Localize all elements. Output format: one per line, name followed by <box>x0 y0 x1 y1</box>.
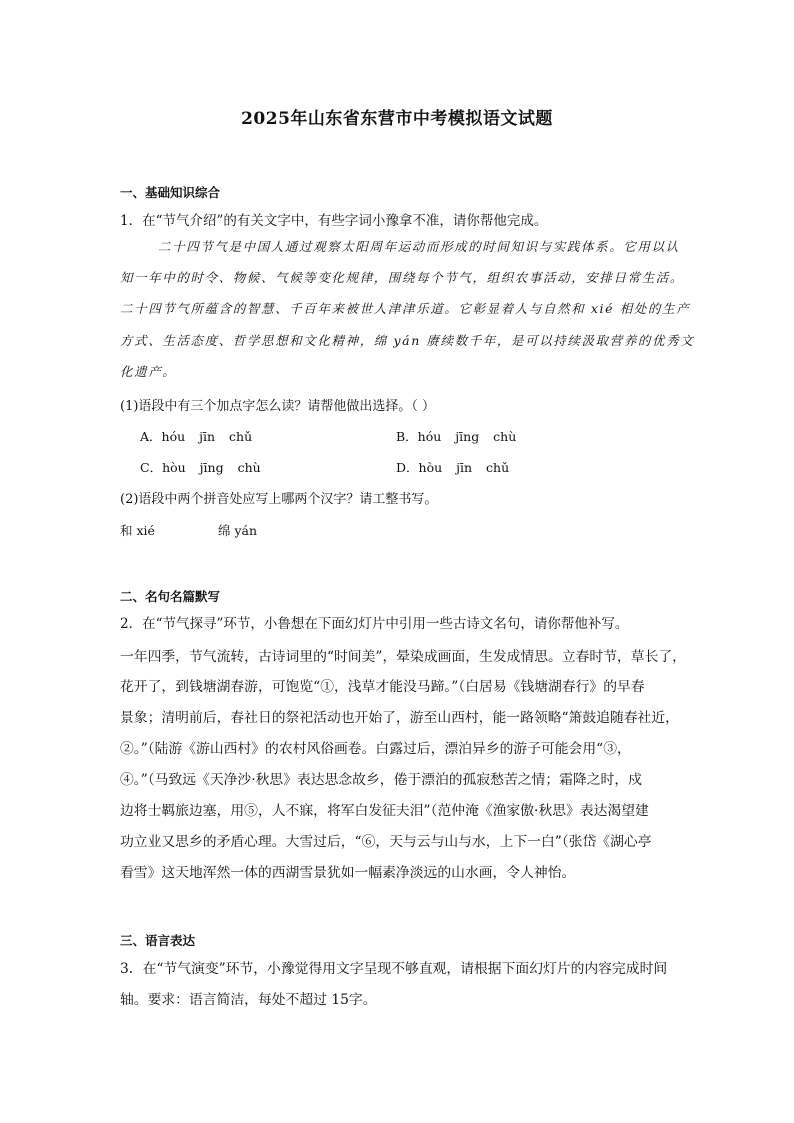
section-heading-basic-knowledge: 一、基础知识综合 <box>120 185 221 200</box>
passage-line: 二十四节气所蕴含的智慧、千百年来被世人津津乐道。它彰显着人与自然和 xié 相处的生产 <box>120 301 691 316</box>
passage-line: 方式、生活态度、哲学思想和文化精神，绵 yán 赓续数千年，是可以持续汲取营养的优秀文 <box>120 333 695 348</box>
section-heading-recitation: 二、名句名篇默写 <box>120 589 221 604</box>
option-d[interactable]: D．hòu jīn chǔ <box>396 460 510 475</box>
subquestion-1: (1)语段中有三个加点字怎么读？请帮他做出选择。（ ） <box>120 399 436 414</box>
passage-line: 二十四节气是中国人通过观察太阳周年运动而形成的时间知识与实践体系。它用以认 <box>158 239 680 254</box>
subquestion-2: (2)语段中两个拼音处应写上哪两个汉字？请工整书写。 <box>120 492 438 507</box>
question-2-prompt: 2．在“节气探寻”环节，小鲁想在下面幻灯片中引用一些古诗文名句，请你帮他补写。 <box>120 616 629 632</box>
passage-line: 边将士羁旅边塞，用⑤，人不寐，将军白发征夫泪”（范仲淹《渔家傲·秋思》表达渴望建 <box>120 803 649 819</box>
passage-line: 花开了，到钱塘湖春游，可饱览“①，浅草才能没马蹄。”（白居易《钱塘湖春行》的早春 <box>120 679 645 695</box>
blank-xie[interactable]: 和 xié <box>120 523 155 538</box>
passage-line: ④。”（马致远《天净沙·秋思》表达思念故乡，倦于漂泊的孤寂愁苦之情；霜降之时，戍 <box>120 772 642 788</box>
option-b[interactable]: B．hóu jīng chù <box>396 429 517 444</box>
passage-line: 看雪》这天地浑然一体的西湖雪景犹如一幅素净淡远的山水画，令人神怡。 <box>120 865 576 881</box>
option-c[interactable]: C．hòu jīng chù <box>140 460 261 475</box>
blank-yan[interactable]: 绵 yán <box>218 523 258 538</box>
option-a[interactable]: A．hóu jīn chǔ <box>140 429 253 444</box>
passage-line: 一年四季，节气流转，古诗词里的“时间美”，晕染成画面，生发成情思。立春时节，草长了， <box>120 649 686 665</box>
passage-line: 景象；清明前后，春社日的祭祀活动也开始了，游至山西村，能一路领略“箫鼓追随春社近， <box>120 710 679 726</box>
page-title: 2025年山东省东营市中考模拟语文试题 <box>241 109 553 129</box>
passage-line: 功立业又思乡的矛盾心理。大雪过后，“⑥，天与云与山与水，上下一白”（张岱《湖心亭 <box>120 834 652 850</box>
passage-line: 知一年中的时令、物候、气候等变化规律，围绕每个节气，组织农事活动，安排日常生活。 <box>120 270 685 285</box>
question-line: 轴。要求：语言简洁，每处不超过 15字。 <box>120 992 377 1008</box>
passage-line: ②。”（陆游《游山西村》的农村风俗画卷。白露过后，漂泊异乡的游子可能会用“③， <box>120 741 631 757</box>
passage-line: 化遗产。 <box>120 364 177 379</box>
section-heading-language-expression: 三、语言表达 <box>120 933 196 948</box>
question-line: 3．在“节气演变”环节，小豫觉得用文字呈现不够直观，请根据下面幻灯片的内容完成时间 <box>120 961 668 977</box>
question-1-prompt: 1．在“节气介绍”的有关文字中，有些字词小豫拿不准，请你帮他完成。 <box>120 213 548 229</box>
